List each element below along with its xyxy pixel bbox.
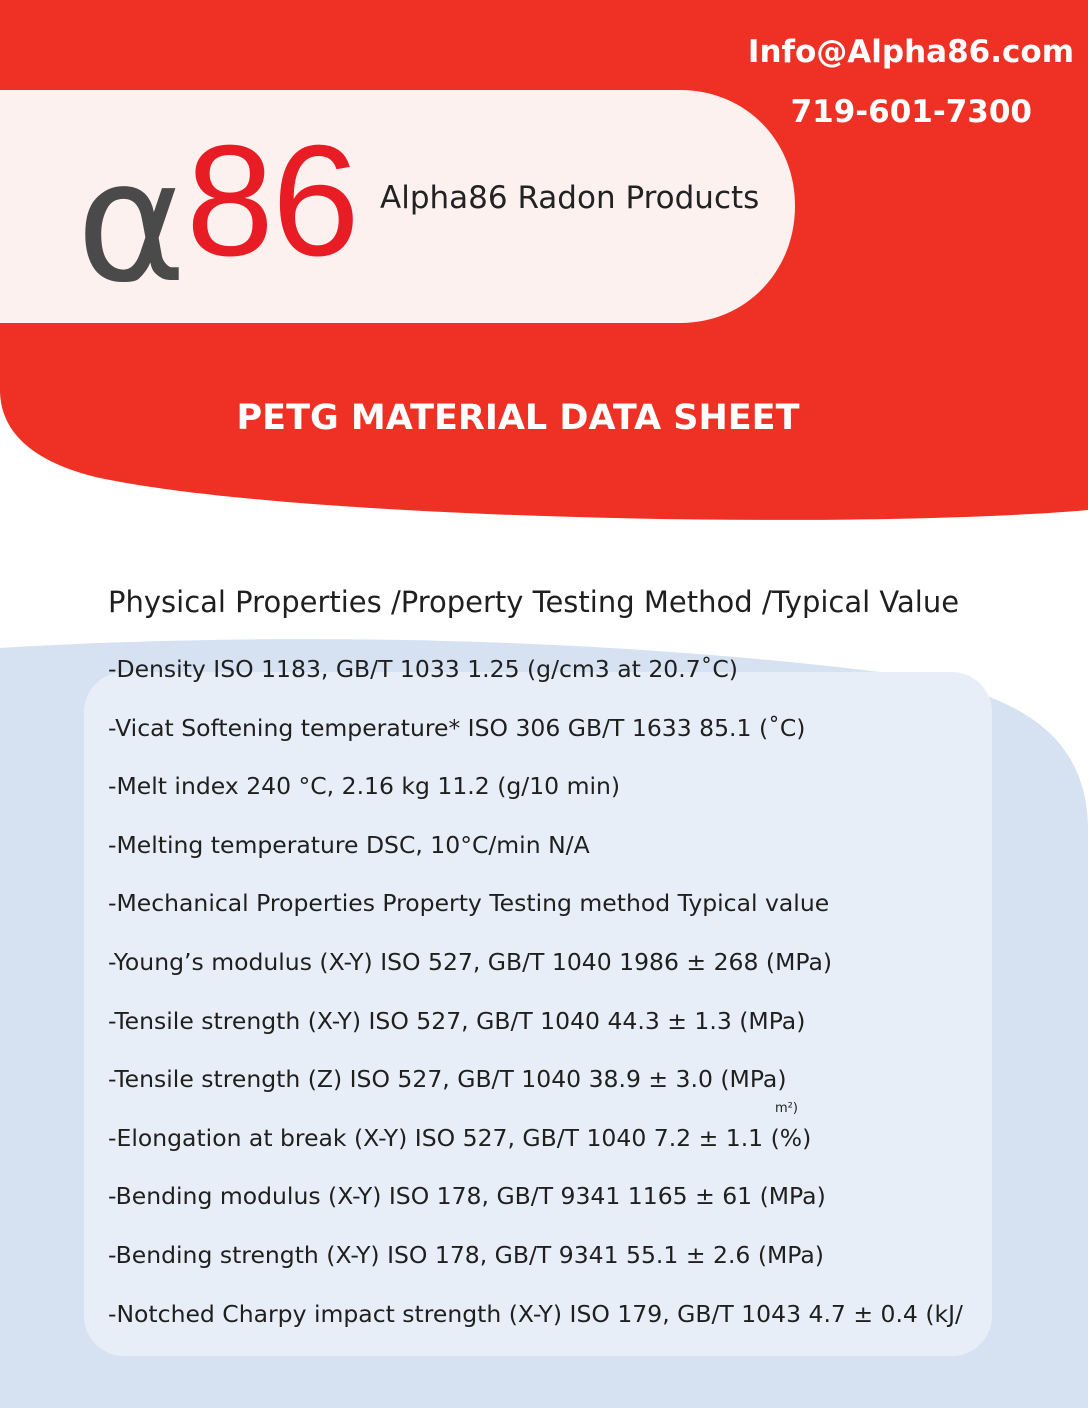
contact-email[interactable]: Info@Alpha86.com	[747, 34, 1074, 70]
property-melting-temperature: -Melting temperature DSC, 10°C/min N/A	[108, 830, 590, 859]
property-vicat: -Vicat Softening temperature* ISO 306 GB/T 1633 85.1 (˚C)	[108, 713, 806, 742]
properties-list	[108, 651, 963, 1354]
logo-alpha-symbol: α	[76, 124, 187, 320]
property-bending-modulus: -Bending modulus (X-Y) ISO 178, GB/T 9341 1165 ± 61 (MPa)	[108, 1182, 826, 1211]
overflow-unit-text: m²)	[775, 1101, 798, 1116]
property-charpy-impact: -Notched Charpy impact strength (X-Y) ISO 179, GB/T 1043 4.7 ± 0.4 (kJ/	[108, 1299, 963, 1328]
property-tensile-xy: -Tensile strength (X-Y) ISO 527, GB/T 1040 44.3 ± 1.3 (MPa)	[108, 1006, 806, 1035]
sheet-title: PETG MATERIAL DATA SHEET	[236, 398, 800, 438]
property-tensile-z: -Tensile strength (Z) ISO 527, GB/T 1040 38.9 ± 3.0 (MPa)	[108, 1065, 787, 1094]
property-bending-strength: -Bending strength (X-Y) ISO 178, GB/T 9341 55.1 ± 2.6 (MPa)	[108, 1240, 824, 1269]
logo-86-number: 86	[186, 113, 358, 289]
property-youngs-modulus: -Young’s modulus (X-Y) ISO 527, GB/T 1040 1986 ± 268 (MPa)	[108, 947, 833, 976]
property-mechanical-header: -Mechanical Properties Property Testing method Typical value	[108, 889, 830, 918]
property-elongation: -Elongation at break (X-Y) ISO 527, GB/T 1040 7.2 ± 1.1 (%)	[108, 1123, 812, 1152]
section-heading: Physical Properties /Property Testing Method /Typical Value	[108, 585, 960, 619]
property-density: -Density ISO 1183, GB/T 1033 1.25 (g/cm3 at 20.7˚C)	[108, 655, 738, 683]
contact-phone[interactable]: 719-601-7300	[790, 94, 1032, 130]
company-name: Alpha86 Radon Products	[380, 180, 760, 216]
property-melt-index: -Melt index 240 °C, 2.16 kg 11.2 (g/10 min)	[108, 772, 621, 801]
